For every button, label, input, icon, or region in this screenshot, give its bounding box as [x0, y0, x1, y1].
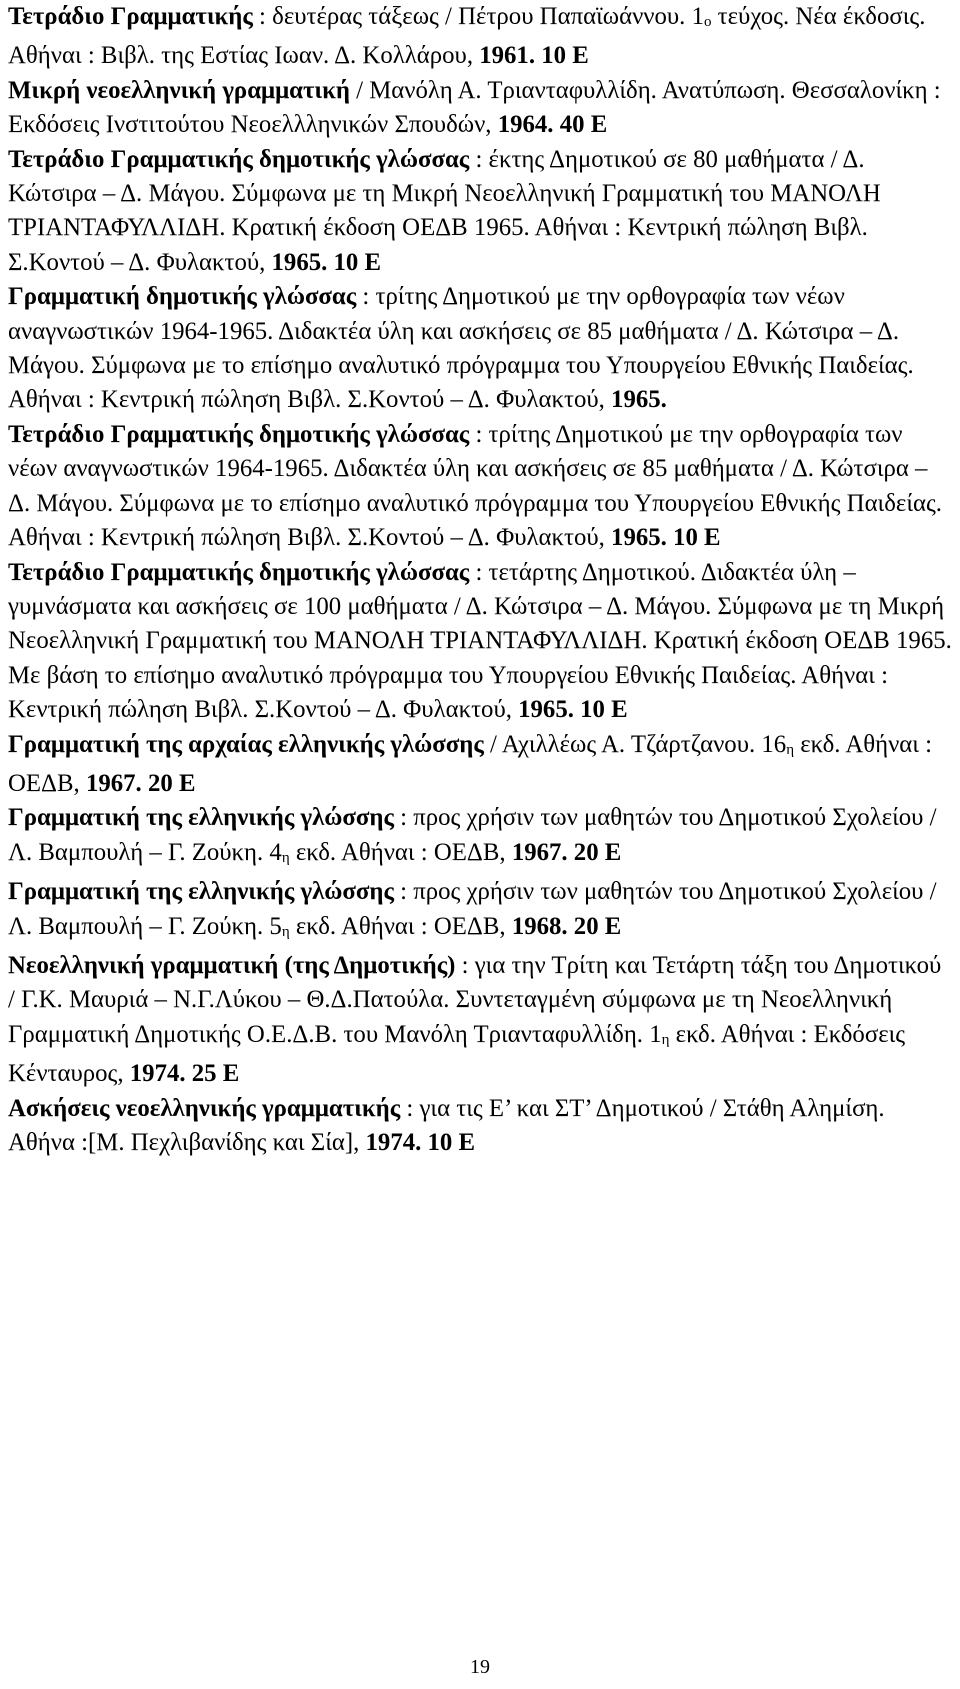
- bibliography-entry: [8, 728, 952, 802]
- entry-body: : για την Τρίτη και Τετάρτη τάξη του Δημοτικού / Γ.Κ. Μαυριά – Ν.Γ.Λύκου – Θ.Δ.Πατούλα. Συντεταγμένη σύμφωνα με τη Νεοελληνική Γραμματική Δημοτικής Ο.Ε.Δ.Β. του Μανόλη Τριανταφυλλίδη. 1: [8, 951, 942, 1048]
- bibliography-entry: [8, 0, 952, 74]
- entry-body-continued: εκδ. Αθήναι : ΟΕΔΒ,: [8, 730, 933, 797]
- entry-year-price: 1974. 10 Ε: [365, 1129, 476, 1156]
- entry-title: Τετράδιο Γραμματικής δημοτικής γλώσσας: [8, 145, 470, 173]
- entry-year-price: 1965.: [611, 386, 667, 414]
- entry-body-continued: εκδ. Αθήναι : ΟΕΔΒ,: [289, 838, 512, 866]
- bibliography-entry: [8, 949, 952, 1092]
- entry-title: Τετράδιο Γραμματικής δημοτικής γλώσσας: [8, 420, 470, 448]
- entry-title: Ασκήσεις νεοελληνικής γραμματικής: [8, 1094, 401, 1122]
- entry-body: : τρίτης Δημοτικού με την ορθογραφία των νέων αναγνωστικών 1964-1965. Διδακτέα ύλη και ασκήσεις σε 85 μαθήματα / Δ. Κώτσιρα – Δ. Μάγου. Σύμφωνα με το επίσημο αναλυτικό πρόγραμμα του Υπουργείου Εθνικής Παιδείας. Αθήναι : Κεντρική πώληση Βιβλ. Σ.Κοντού – Δ. Φυλακτού,: [8, 420, 943, 552]
- entry-body: : τρίτης Δημοτικού με την ορθογραφία των νέων αναγνωστικών 1964-1965. Διδακτέα ύλη και ασκήσεις σε 85 μαθήματα / Δ. Κώτσιρα – Δ. Μάγου. Σύμφωνα με το επίσημο αναλυτικό πρόγραμμα του Υπουργείου Εθνικής Παιδείας. Αθήναι : Κεντρική πώληση Βιβλ. Σ.Κοντού – Δ. Φυλακτού,: [8, 283, 914, 414]
- entry-title: Γραμματική της αρχαίας ελληνικής γλώσσης: [8, 730, 484, 758]
- ordinal-suffix: η: [661, 1031, 670, 1048]
- entry-body: / Μανόλη Α. Τριανταφυλλίδη. Ανατύπωση. Θεσσαλονίκη : Εκδόσεις Ινστιτούτου Νεοελλληνικών Σπουδών,: [8, 76, 941, 139]
- document-page: [8, 0, 952, 1160]
- bibliography-entry: [8, 556, 952, 728]
- bibliography-entry: [8, 280, 952, 418]
- entry-body: : έκτης Δημοτικού σε 80 μαθήματα / Δ. Κώτσιρα – Δ. Μάγου. Σύμφωνα με τη Μικρή Νεοελληνική Γραμματική του ΜΑΝΟΛΗ ΤΡΙΑΝΤΑΦΥΛΛΙΔΗ. Κρατική έκδοση ΟΕΔΒ 1965. Αθήναι : Κεντρική πώληση Βιβλ. Σ.Κοντού – Δ. Φυλακτού,: [8, 145, 881, 276]
- ordinal-suffix: η: [786, 741, 795, 758]
- bibliography-entry: [8, 143, 952, 281]
- entry-body: / Αχιλλέως Α. Τζάρτζανου. 16: [483, 730, 787, 758]
- entry-body: : προς χρήσιν των μαθητών του Δημοτικού Σχολείου / Λ. Βαμπουλή – Γ. Ζούκη. 4: [8, 804, 937, 866]
- entry-body-continued: τεύχος. Νέα έκδοσις. Αθήναι : Βιβλ. της Εστίας Ιωαν. Δ. Κολλάρου,: [8, 3, 926, 70]
- entry-year-price: 1968. 20 Ε: [511, 912, 622, 940]
- entry-body-continued: εκδ. Αθήναι : Εκδόσεις Κένταυρος,: [8, 1020, 906, 1088]
- entry-year-price: 1964. 40 Ε: [497, 111, 608, 139]
- bibliography-entry: [8, 801, 952, 875]
- entry-year-price: 1967. 20 Ε: [85, 769, 196, 797]
- entry-body-continued: εκδ. Αθήναι : ΟΕΔΒ,: [289, 912, 512, 940]
- entry-year-price: 1967. 20 Ε: [511, 838, 622, 866]
- bibliography-entry: [8, 1092, 952, 1161]
- bibliography-entry: [8, 875, 952, 949]
- entry-year-price: 1965. 10 Ε: [611, 524, 721, 552]
- page-number: 19: [470, 1656, 490, 1678]
- entry-year-price: 1961. 10 Ε: [479, 42, 589, 70]
- entry-body: : προς χρήσιν των μαθητών του Δημοτικού Σχολείου / Λ. Βαμπουλή – Γ. Ζούκη. 5: [8, 878, 937, 940]
- entry-title: Γραμματική της ελληνικής γλώσσης: [8, 878, 394, 906]
- ordinal-suffix: η: [281, 923, 290, 940]
- entry-year-price: 1965. 10 Ε: [518, 696, 628, 724]
- entry-title: Γραμματική της ελληνικής γλώσσης: [8, 804, 394, 832]
- ordinal-suffix: ο: [703, 14, 712, 30]
- entry-title: Τετράδιο Γραμματικής: [8, 3, 253, 30]
- entry-title: Μικρή νεοελληνική γραμματική: [8, 76, 350, 104]
- entry-title: Τετράδιο Γραμματικής δημοτικής γλώσσας: [8, 558, 470, 586]
- entry-year-price: 1974. 25 Ε: [129, 1060, 240, 1088]
- entry-body: : τετάρτης Δημοτικού. Διδακτέα ύλη – γυμνάσματα και ασκήσεις σε 100 μαθήματα / Δ. Κώτσιρα – Δ. Μάγου. Σύμφωνα με τη Μικρή Νεοελληνική Γραμματική του ΜΑΝΟΛΗ ΤΡΙΑΝΤΑΦΥΛΛΙΔΗ. Κρατική έκδοση ΟΕΔΒ 1965. Με βάση το επίσημο αναλυτικό πρόγραμμα του Υπουργείου Εθνικής Παιδείας. Αθήναι : Κεντρική πώληση Βιβλ. Σ.Κοντού – Δ. Φυλακτού,: [8, 558, 952, 724]
- ordinal-suffix: η: [281, 849, 290, 866]
- entry-body: : δευτέρας τάξεως / Πέτρου Παπαϊωάννου. 1: [252, 3, 704, 30]
- entry-title: Γραμματική δημοτικής γλώσσας: [8, 283, 357, 311]
- entry-title: Νεοελληνική γραμματική (της Δημοτικής): [8, 951, 456, 979]
- entry-year-price: 1965. 10 Ε: [271, 248, 382, 276]
- entry-body: : για τις Ε’ και ΣΤ’ Δημοτικού / Στάθη Αλημίση. Αθήνα :[Μ. Πεχλιβανίδης και Σία],: [8, 1094, 885, 1156]
- bibliography-entry: [8, 418, 952, 556]
- bibliography-entry: [8, 74, 952, 143]
